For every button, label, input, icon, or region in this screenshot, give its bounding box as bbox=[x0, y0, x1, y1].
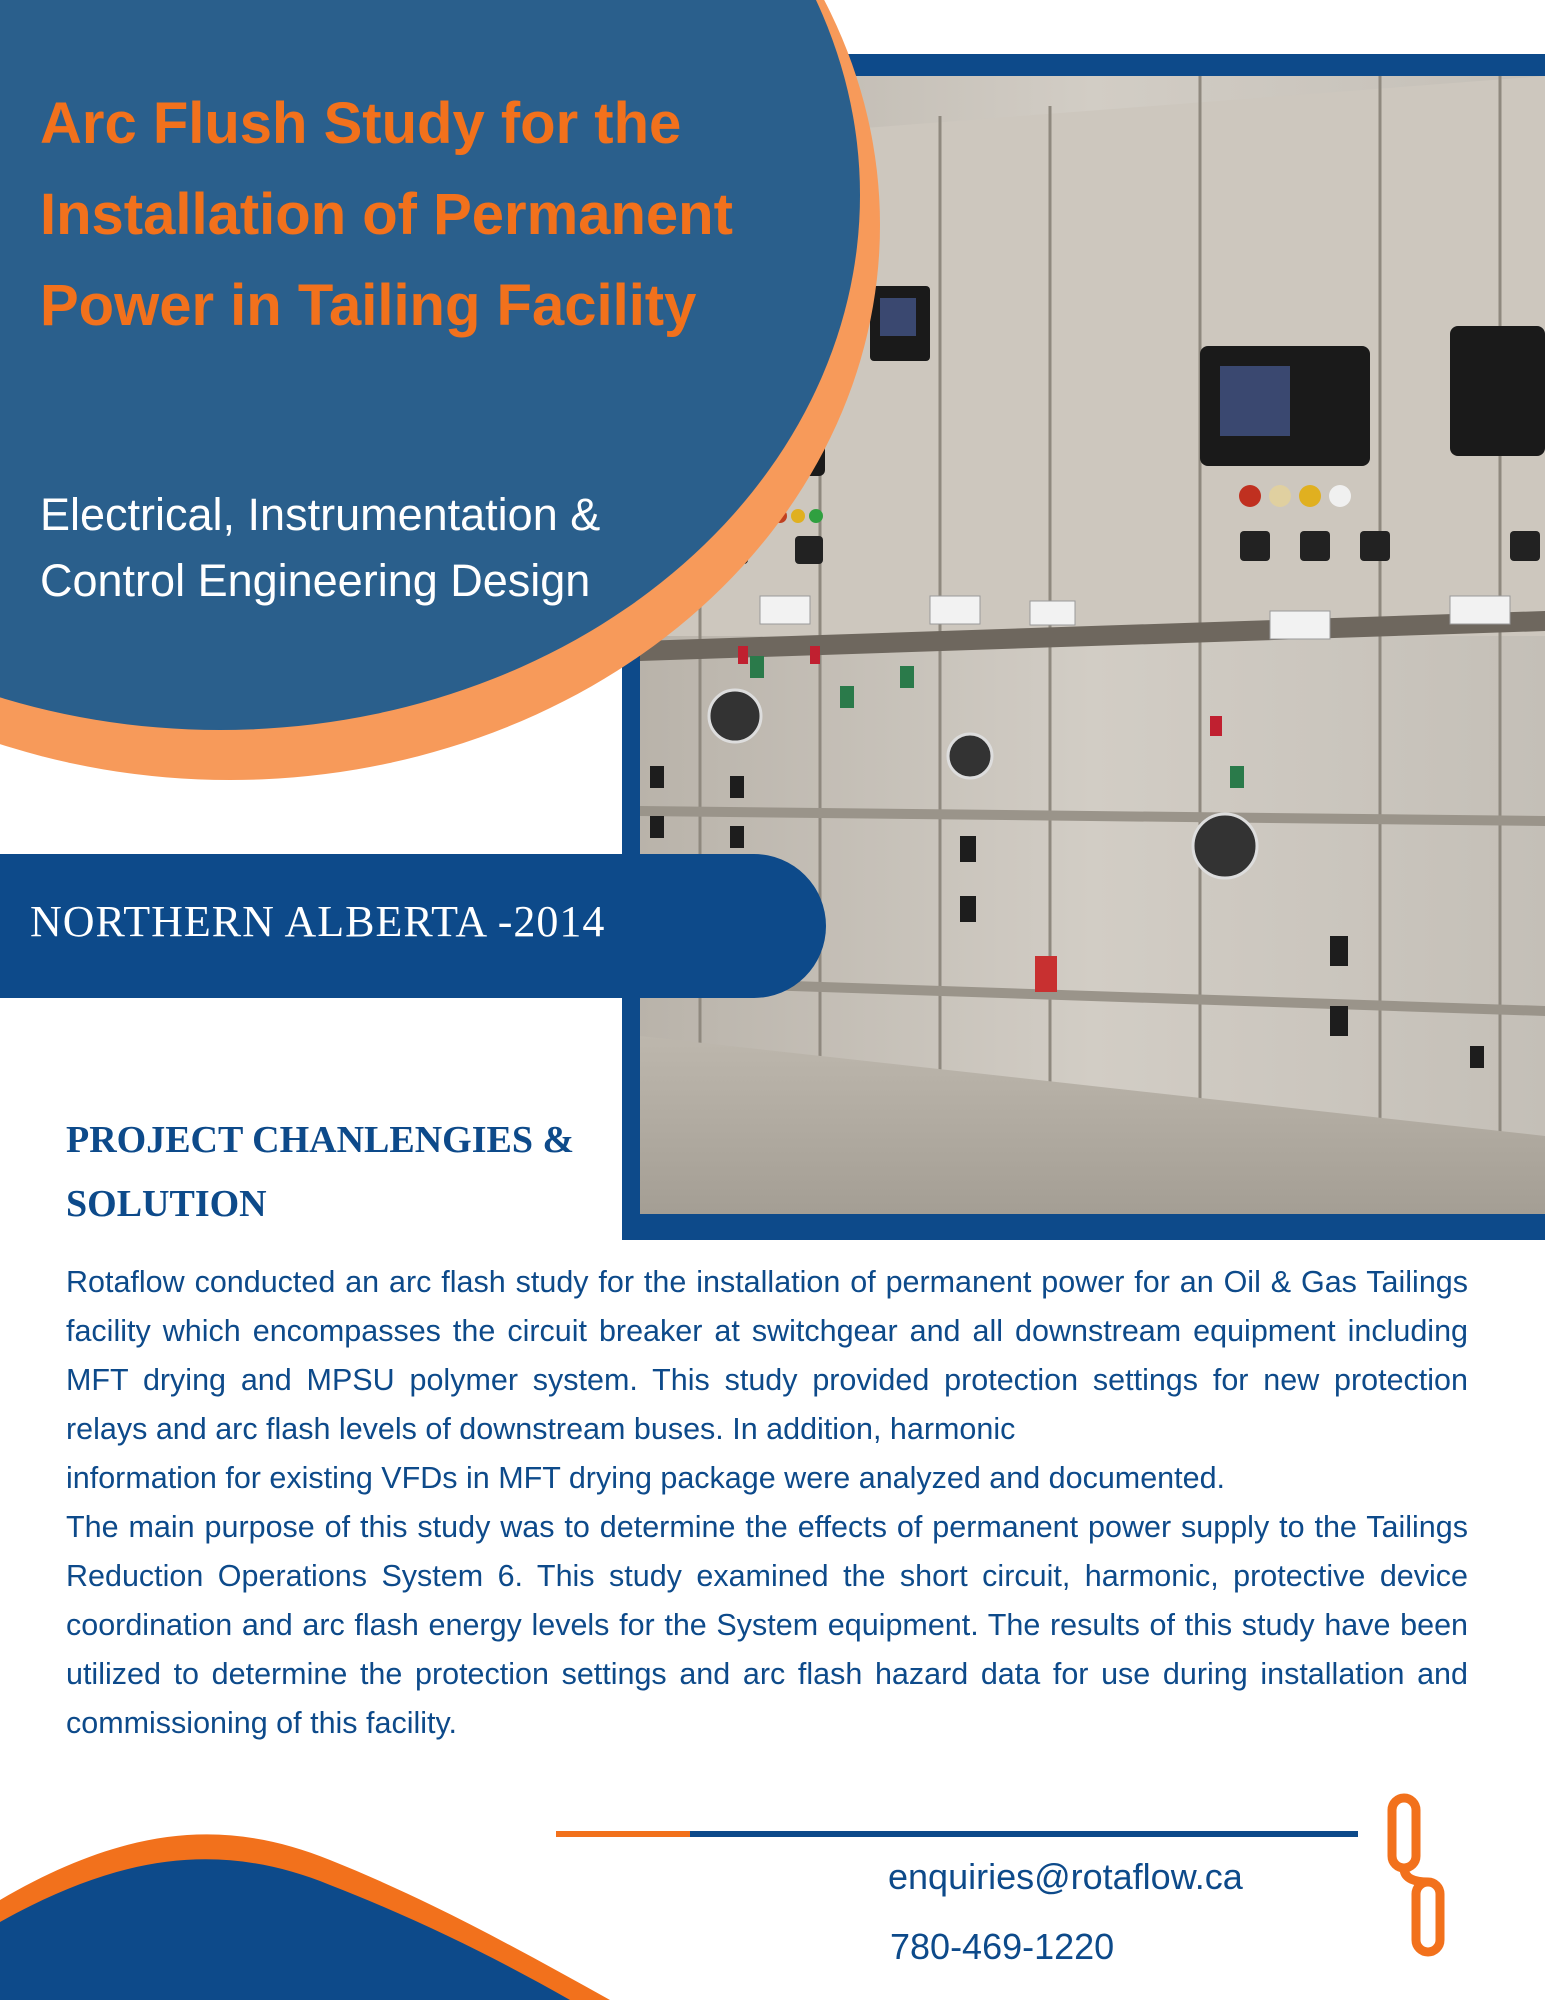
footer-divider bbox=[690, 1831, 1358, 1837]
contact-phone: 780-469-1220 bbox=[890, 1926, 1115, 1967]
page-subtitle: Electrical, Instrumentation & Control Engineering Design bbox=[40, 489, 601, 606]
footer-divider-accent bbox=[556, 1831, 690, 1837]
footer-wave-accent bbox=[0, 1800, 700, 2000]
body-paragraph: The main purpose of this study was to determine the effects of permanent power supply to the Tailings Reduction Operations System 6. This study examined the short circuit, harmonic, protective device coordination and arc flash energy levels for the System equipment. The results of this study have been utilized to determine the protection settings and arc flash hazard data for use during installation and commissioning of this facility. bbox=[66, 1510, 1468, 1740]
rotaflow-logo-icon bbox=[1380, 1790, 1460, 1960]
location-label: NORTHERN ALBERTA -2014 bbox=[30, 897, 606, 946]
body-paragraph: Rotaflow conducted an arc flash study for the installation of permanent power for an Oil & Gas Tailings facility which encompasses the circuit breaker at switchgear and all downstream equipment including MFT drying and MPSU polymer system. This study provided protection settings for new protection relays and arc flash levels of downstream buses. In addition, harmonic bbox=[66, 1265, 1468, 1446]
section-heading: PROJECT CHANLENGIES & SOLUTION bbox=[66, 1119, 575, 1225]
body-paragraph: information for existing VFDs in MFT drying package were analyzed and documented. bbox=[66, 1461, 1226, 1495]
contact-email: enquiries@rotaflow.ca bbox=[888, 1856, 1243, 1897]
page-title: Arc Flush Study for the Installation of Permanent Power in Tailing Facility bbox=[40, 91, 733, 338]
body-text bbox=[66, 1258, 1468, 1748]
